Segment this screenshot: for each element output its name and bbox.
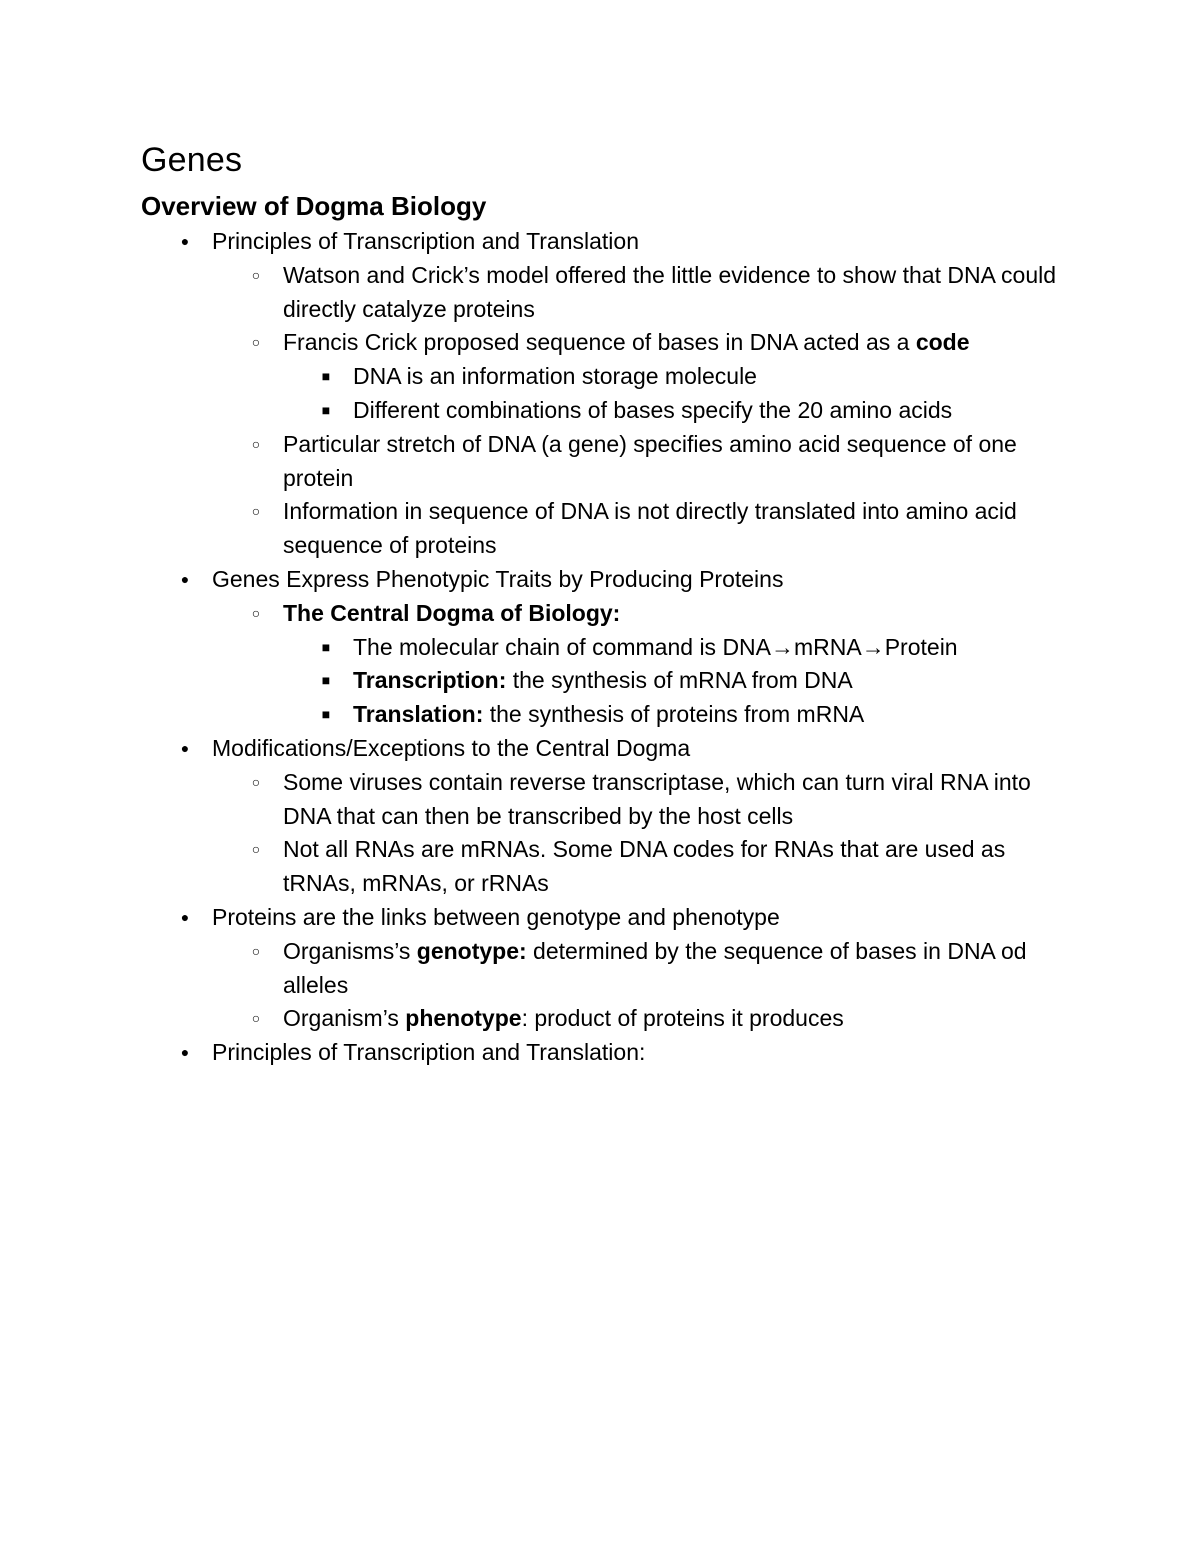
list-item-text: Genes Express Phenotypic Traits by Producing Proteins xyxy=(212,565,784,592)
list-item-text xyxy=(283,1002,1063,1036)
list-item xyxy=(0,225,1200,259)
square-bullet-icon: ■ xyxy=(321,706,331,723)
filled-circle-bullet-icon: ● xyxy=(180,739,190,756)
list-item xyxy=(0,563,1200,597)
list-item-text xyxy=(283,935,1063,1003)
hollow-circle-bullet-icon: ○ xyxy=(251,266,261,283)
hollow-circle-bullet-icon: ○ xyxy=(251,841,261,858)
list-item-text xyxy=(283,597,1063,631)
square-bullet-icon: ■ xyxy=(321,638,331,655)
list-item-text: Watson and Crick’s model offered the little evidence to show that DNA could directly catalyze proteins xyxy=(283,261,1057,322)
list-item xyxy=(0,935,1200,1003)
list-item-text: Principles of Transcription and Translation: xyxy=(212,1039,646,1066)
list-item-text: Principles of Transcription and Translation xyxy=(212,228,639,254)
list-item xyxy=(0,732,1200,766)
list-item xyxy=(0,833,1200,901)
hollow-circle-bullet-icon: ○ xyxy=(251,334,261,351)
list-item-text: Not all RNAs are mRNAs. Some DNA codes for RNAs that are used as tRNAs, mRNAs, or rRNAs xyxy=(283,836,1006,897)
list-item xyxy=(0,428,1200,496)
bold-term: phenotype xyxy=(405,1005,522,1032)
list-item xyxy=(0,1002,1200,1036)
list-item xyxy=(0,901,1200,935)
list-item-text: Different combinations of bases specify the 20 amino acids xyxy=(353,396,953,423)
list-item-text: Some viruses contain reverse transcriptase, which can turn viral RNA into DNA that can then be transcribed by the host cells xyxy=(283,768,1031,829)
text-run: : product of proteins it produces xyxy=(521,1005,844,1032)
list-item xyxy=(0,1036,1200,1070)
filled-circle-bullet-icon: ● xyxy=(180,570,190,587)
text-run: Organisms’s xyxy=(283,937,417,964)
hollow-circle-bullet-icon: ○ xyxy=(251,604,261,621)
list-item xyxy=(0,259,1200,327)
list-item xyxy=(0,360,1200,394)
list-item-text: Information in sequence of DNA is not directly translated into amino acid sequence of proteins xyxy=(283,498,1017,559)
text-run: the synthesis of proteins from mRNA xyxy=(483,701,865,728)
list-item xyxy=(0,597,1200,631)
list-item-text: DNA is an information storage molecule xyxy=(353,363,757,390)
bold-term: Translation: xyxy=(353,701,484,728)
list-item xyxy=(0,631,1200,665)
text-run: determined by the sequence of bases in DNA od alleles xyxy=(283,937,1027,998)
outline-list xyxy=(0,225,1200,1070)
list-item xyxy=(0,664,1200,698)
filled-circle-bullet-icon: ● xyxy=(180,1044,190,1061)
list-item xyxy=(0,766,1200,834)
filled-circle-bullet-icon: ● xyxy=(180,233,190,249)
square-bullet-icon: ■ xyxy=(321,368,331,385)
list-item-text xyxy=(353,698,1073,732)
list-item-text: Particular stretch of DNA (a gene) specifies amino acid sequence of one protein xyxy=(283,430,1017,491)
filled-circle-bullet-icon: ● xyxy=(180,908,190,925)
text-run: Organism’s xyxy=(283,1005,406,1032)
list-item xyxy=(0,394,1200,428)
hollow-circle-bullet-icon: ○ xyxy=(251,503,261,520)
square-bullet-icon: ■ xyxy=(321,672,331,689)
list-item xyxy=(0,326,1200,360)
text-run: the synthesis of mRNA from DNA xyxy=(506,667,853,694)
hollow-circle-bullet-icon: ○ xyxy=(251,435,261,452)
list-item-text: The molecular chain of command is DNA→mRNA→Protein xyxy=(353,633,958,660)
document-title: Genes xyxy=(141,141,243,179)
document-subtitle: Overview of Dogma Biology xyxy=(141,191,487,221)
square-bullet-icon: ■ xyxy=(321,401,331,418)
list-item-text xyxy=(353,664,1073,698)
hollow-circle-bullet-icon: ○ xyxy=(251,773,261,790)
hollow-circle-bullet-icon: ○ xyxy=(251,1010,261,1027)
list-item-text: Proteins are the links between genotype and phenotype xyxy=(212,903,780,930)
bold-term: Transcription: xyxy=(353,667,507,694)
list-item xyxy=(0,495,1200,563)
list-item-text: Modifications/Exceptions to the Central Dogma xyxy=(212,734,691,761)
bold-term: The Central Dogma of Biology: xyxy=(283,599,621,626)
hollow-circle-bullet-icon: ○ xyxy=(251,942,261,959)
list-item xyxy=(0,698,1200,732)
text-run: Francis Crick proposed sequence of bases in DNA acted as a xyxy=(283,329,916,356)
bold-term: code xyxy=(915,329,970,356)
list-item-text xyxy=(283,326,1063,360)
bold-term: genotype: xyxy=(416,937,527,964)
